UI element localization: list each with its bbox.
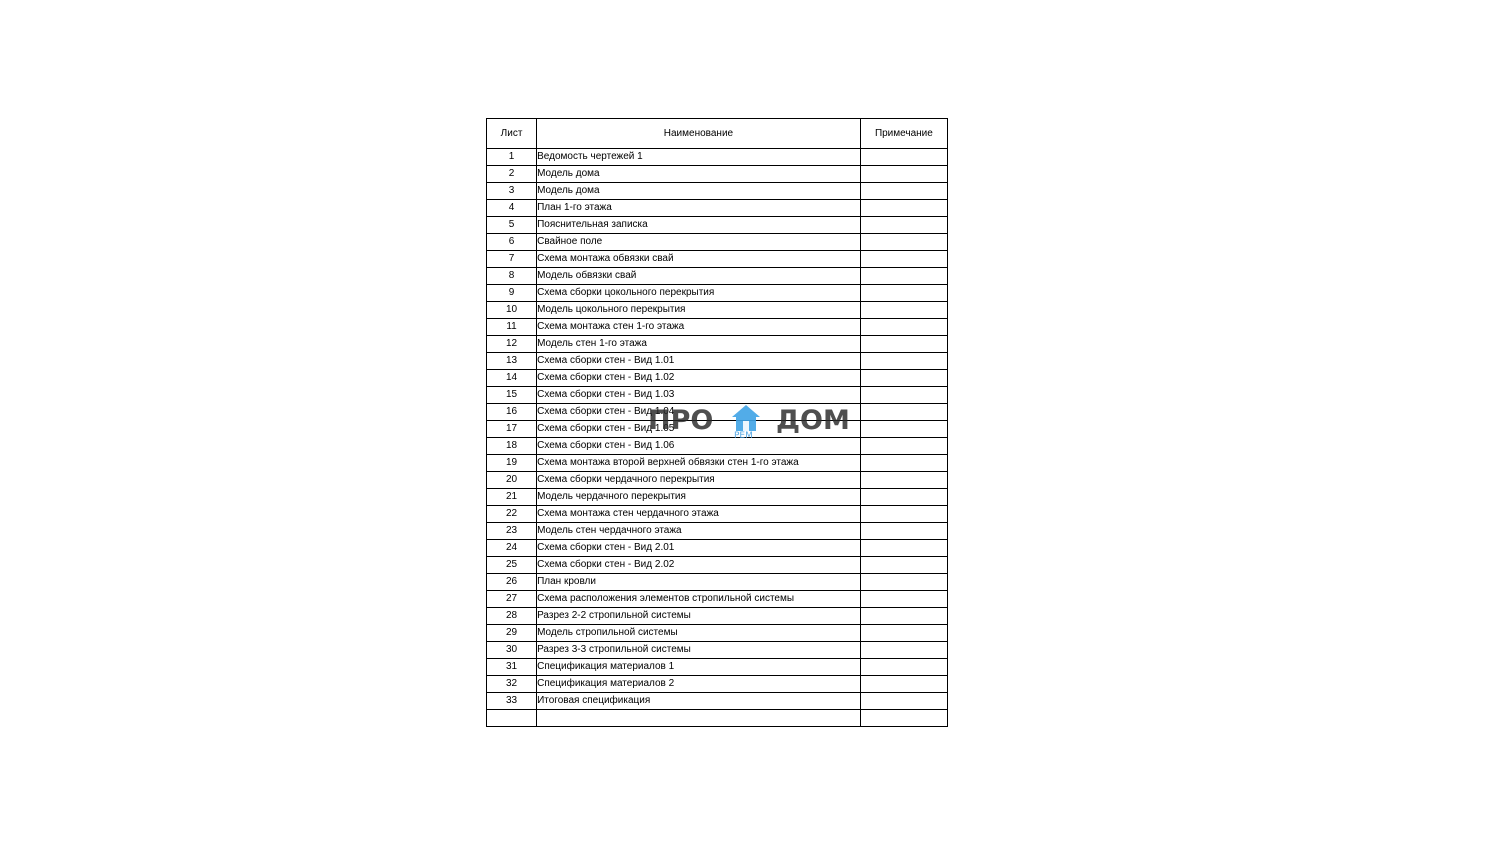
sheet-note-cell [860, 387, 947, 404]
sheet-number-cell: 9 [487, 285, 537, 302]
sheet-name-cell: План 1-го этажа [537, 200, 861, 217]
table-row [487, 642, 948, 659]
sheet-name-cell: Пояснительная записка [537, 217, 861, 234]
table-row [487, 200, 948, 217]
table-row [487, 557, 948, 574]
sheet-note-cell [860, 217, 947, 234]
sheet-name-cell: Модель чердачного перекрытия [537, 489, 861, 506]
sheet-name-cell: Схема сборки стен - Вид 1.05 [537, 421, 861, 438]
sheet-number-cell: 11 [487, 319, 537, 336]
sheet-name-cell: Схема сборки стен - Вид 1.01 [537, 353, 861, 370]
sheet-note-cell [860, 455, 947, 472]
table-header-row [487, 119, 948, 149]
sheet-number-cell: 7 [487, 251, 537, 268]
sheet-name-cell: Схема расположения элементов стропильной системы [537, 591, 861, 608]
sheet-note-cell [860, 710, 947, 727]
sheet-note-cell [860, 591, 947, 608]
sheet-note-cell [860, 268, 947, 285]
sheet-number-cell: 12 [487, 336, 537, 353]
table-row [487, 676, 948, 693]
table-row [487, 251, 948, 268]
sheet-note-cell [860, 149, 947, 166]
sheet-note-cell [860, 540, 947, 557]
sheet-name-cell: Модель стен 1-го этажа [537, 336, 861, 353]
sheet-name-cell [537, 710, 861, 727]
table-row [487, 489, 948, 506]
table-row [487, 574, 948, 591]
sheet-number-cell: 22 [487, 506, 537, 523]
table-row [487, 268, 948, 285]
sheet-number-cell: 10 [487, 302, 537, 319]
sheet-number-cell [487, 710, 537, 727]
sheet-name-cell: Схема сборки стен - Вид 2.02 [537, 557, 861, 574]
table-row [487, 438, 948, 455]
sheet-note-cell [860, 438, 947, 455]
sheet-note-cell [860, 234, 947, 251]
sheet-note-cell [860, 489, 947, 506]
sheet-number-cell: 4 [487, 200, 537, 217]
sheet-note-cell [860, 200, 947, 217]
sheet-number-cell: 28 [487, 608, 537, 625]
table-row [487, 506, 948, 523]
column-header-sheet: Лист [487, 119, 537, 149]
sheet-number-cell: 3 [487, 183, 537, 200]
sheet-note-cell [860, 404, 947, 421]
sheet-name-cell: Схема сборки стен - Вид 1.06 [537, 438, 861, 455]
sheet-name-cell: Схема сборки стен - Вид 1.04 [537, 404, 861, 421]
sheet-name-cell: Свайное поле [537, 234, 861, 251]
table-row [487, 319, 948, 336]
drawing-register-sheet [486, 118, 948, 730]
sheet-number-cell: 24 [487, 540, 537, 557]
table-row [487, 404, 948, 421]
sheet-note-cell [860, 693, 947, 710]
sheet-number-cell: 5 [487, 217, 537, 234]
sheet-number-cell: 26 [487, 574, 537, 591]
sheet-number-cell: 20 [487, 472, 537, 489]
sheet-name-cell: Модель дома [537, 166, 861, 183]
sheet-number-cell: 17 [487, 421, 537, 438]
sheet-name-cell: Модель стен чердачного этажа [537, 523, 861, 540]
watermark-sub-text: РЕМ [734, 431, 753, 441]
sheet-note-cell [860, 353, 947, 370]
sheet-number-cell: 33 [487, 693, 537, 710]
table-row [487, 370, 948, 387]
table-row [487, 234, 948, 251]
sheet-note-cell [860, 506, 947, 523]
sheet-name-cell: Модель обвязки свай [537, 268, 861, 285]
sheet-note-cell [860, 336, 947, 353]
watermark-right-text: ДОМ [776, 405, 850, 436]
sheet-name-cell: Схема сборки стен - Вид 2.01 [537, 540, 861, 557]
sheet-name-cell: Модель стропильной системы [537, 625, 861, 642]
sheet-note-cell [860, 421, 947, 438]
sheet-name-cell: Схема сборки чердачного перекрытия [537, 472, 861, 489]
sheet-note-cell [860, 285, 947, 302]
sheet-number-cell: 14 [487, 370, 537, 387]
sheet-name-cell: Модель цокольного перекрытия [537, 302, 861, 319]
sheet-number-cell: 13 [487, 353, 537, 370]
sheet-number-cell: 19 [487, 455, 537, 472]
sheet-name-cell: Спецификация материалов 2 [537, 676, 861, 693]
table-row [487, 693, 948, 710]
sheet-number-cell: 21 [487, 489, 537, 506]
sheet-note-cell [860, 574, 947, 591]
sheet-number-cell: 30 [487, 642, 537, 659]
table-row [487, 183, 948, 200]
table-row [487, 387, 948, 404]
sheet-note-cell [860, 302, 947, 319]
sheet-note-cell [860, 523, 947, 540]
table-row [487, 591, 948, 608]
sheet-name-cell: Ведомость чертежей 1 [537, 149, 861, 166]
table-row [487, 659, 948, 676]
sheet-number-cell: 1 [487, 149, 537, 166]
sheet-note-cell [860, 642, 947, 659]
table-row [487, 336, 948, 353]
sheet-number-cell: 18 [487, 438, 537, 455]
table-row [487, 217, 948, 234]
sheet-number-cell: 8 [487, 268, 537, 285]
sheet-name-cell: Схема сборки стен - Вид 1.03 [537, 387, 861, 404]
table-row [487, 455, 948, 472]
table-row [487, 421, 948, 438]
sheet-name-cell: Разрез 3-3 стропильной системы [537, 642, 861, 659]
sheet-note-cell [860, 472, 947, 489]
sheet-name-cell: Схема монтажа стен 1-го этажа [537, 319, 861, 336]
sheet-name-cell: Разрез 2-2 стропильной системы [537, 608, 861, 625]
sheet-note-cell [860, 676, 947, 693]
sheet-name-cell: Схема монтажа второй верхней обвязки стен 1-го этажа [537, 455, 861, 472]
sheet-note-cell [860, 608, 947, 625]
table-row [487, 710, 948, 727]
table-row [487, 285, 948, 302]
sheet-note-cell [860, 625, 947, 642]
table-row [487, 523, 948, 540]
table-row [487, 149, 948, 166]
sheet-note-cell [860, 370, 947, 387]
watermark-left-text: ПРО [648, 405, 714, 436]
sheet-note-cell [860, 183, 947, 200]
column-header-note: Примечание [860, 119, 947, 149]
table-row [487, 166, 948, 183]
table-row [487, 608, 948, 625]
sheet-name-cell: Схема монтажа обвязки свай [537, 251, 861, 268]
table-row [487, 353, 948, 370]
table-row [487, 540, 948, 557]
sheet-name-cell: Схема сборки стен - Вид 1.02 [537, 370, 861, 387]
table-row [487, 472, 948, 489]
sheet-number-cell: 6 [487, 234, 537, 251]
sheet-number-cell: 31 [487, 659, 537, 676]
sheet-name-cell: Спецификация материалов 1 [537, 659, 861, 676]
sheet-name-cell: Схема сборки цокольного перекрытия [537, 285, 861, 302]
sheet-number-cell: 15 [487, 387, 537, 404]
table-body [487, 149, 948, 727]
table-row [487, 625, 948, 642]
sheet-note-cell [860, 659, 947, 676]
sheet-number-cell: 25 [487, 557, 537, 574]
sheet-name-cell: Модель дома [537, 183, 861, 200]
sheet-note-cell [860, 319, 947, 336]
sheet-name-cell: Схема монтажа стен чердачного этажа [537, 506, 861, 523]
table-row [487, 302, 948, 319]
sheet-number-cell: 23 [487, 523, 537, 540]
sheet-number-cell: 32 [487, 676, 537, 693]
sheet-note-cell [860, 251, 947, 268]
sheet-note-cell [860, 166, 947, 183]
drawing-register-table [486, 118, 948, 727]
sheet-number-cell: 16 [487, 404, 537, 421]
sheet-number-cell: 27 [487, 591, 537, 608]
sheet-number-cell: 2 [487, 166, 537, 183]
sheet-number-cell: 29 [487, 625, 537, 642]
sheet-note-cell [860, 557, 947, 574]
column-header-name: Наименование [537, 119, 861, 149]
sheet-name-cell: Итоговая спецификация [537, 693, 861, 710]
sheet-name-cell: План кровли [537, 574, 861, 591]
